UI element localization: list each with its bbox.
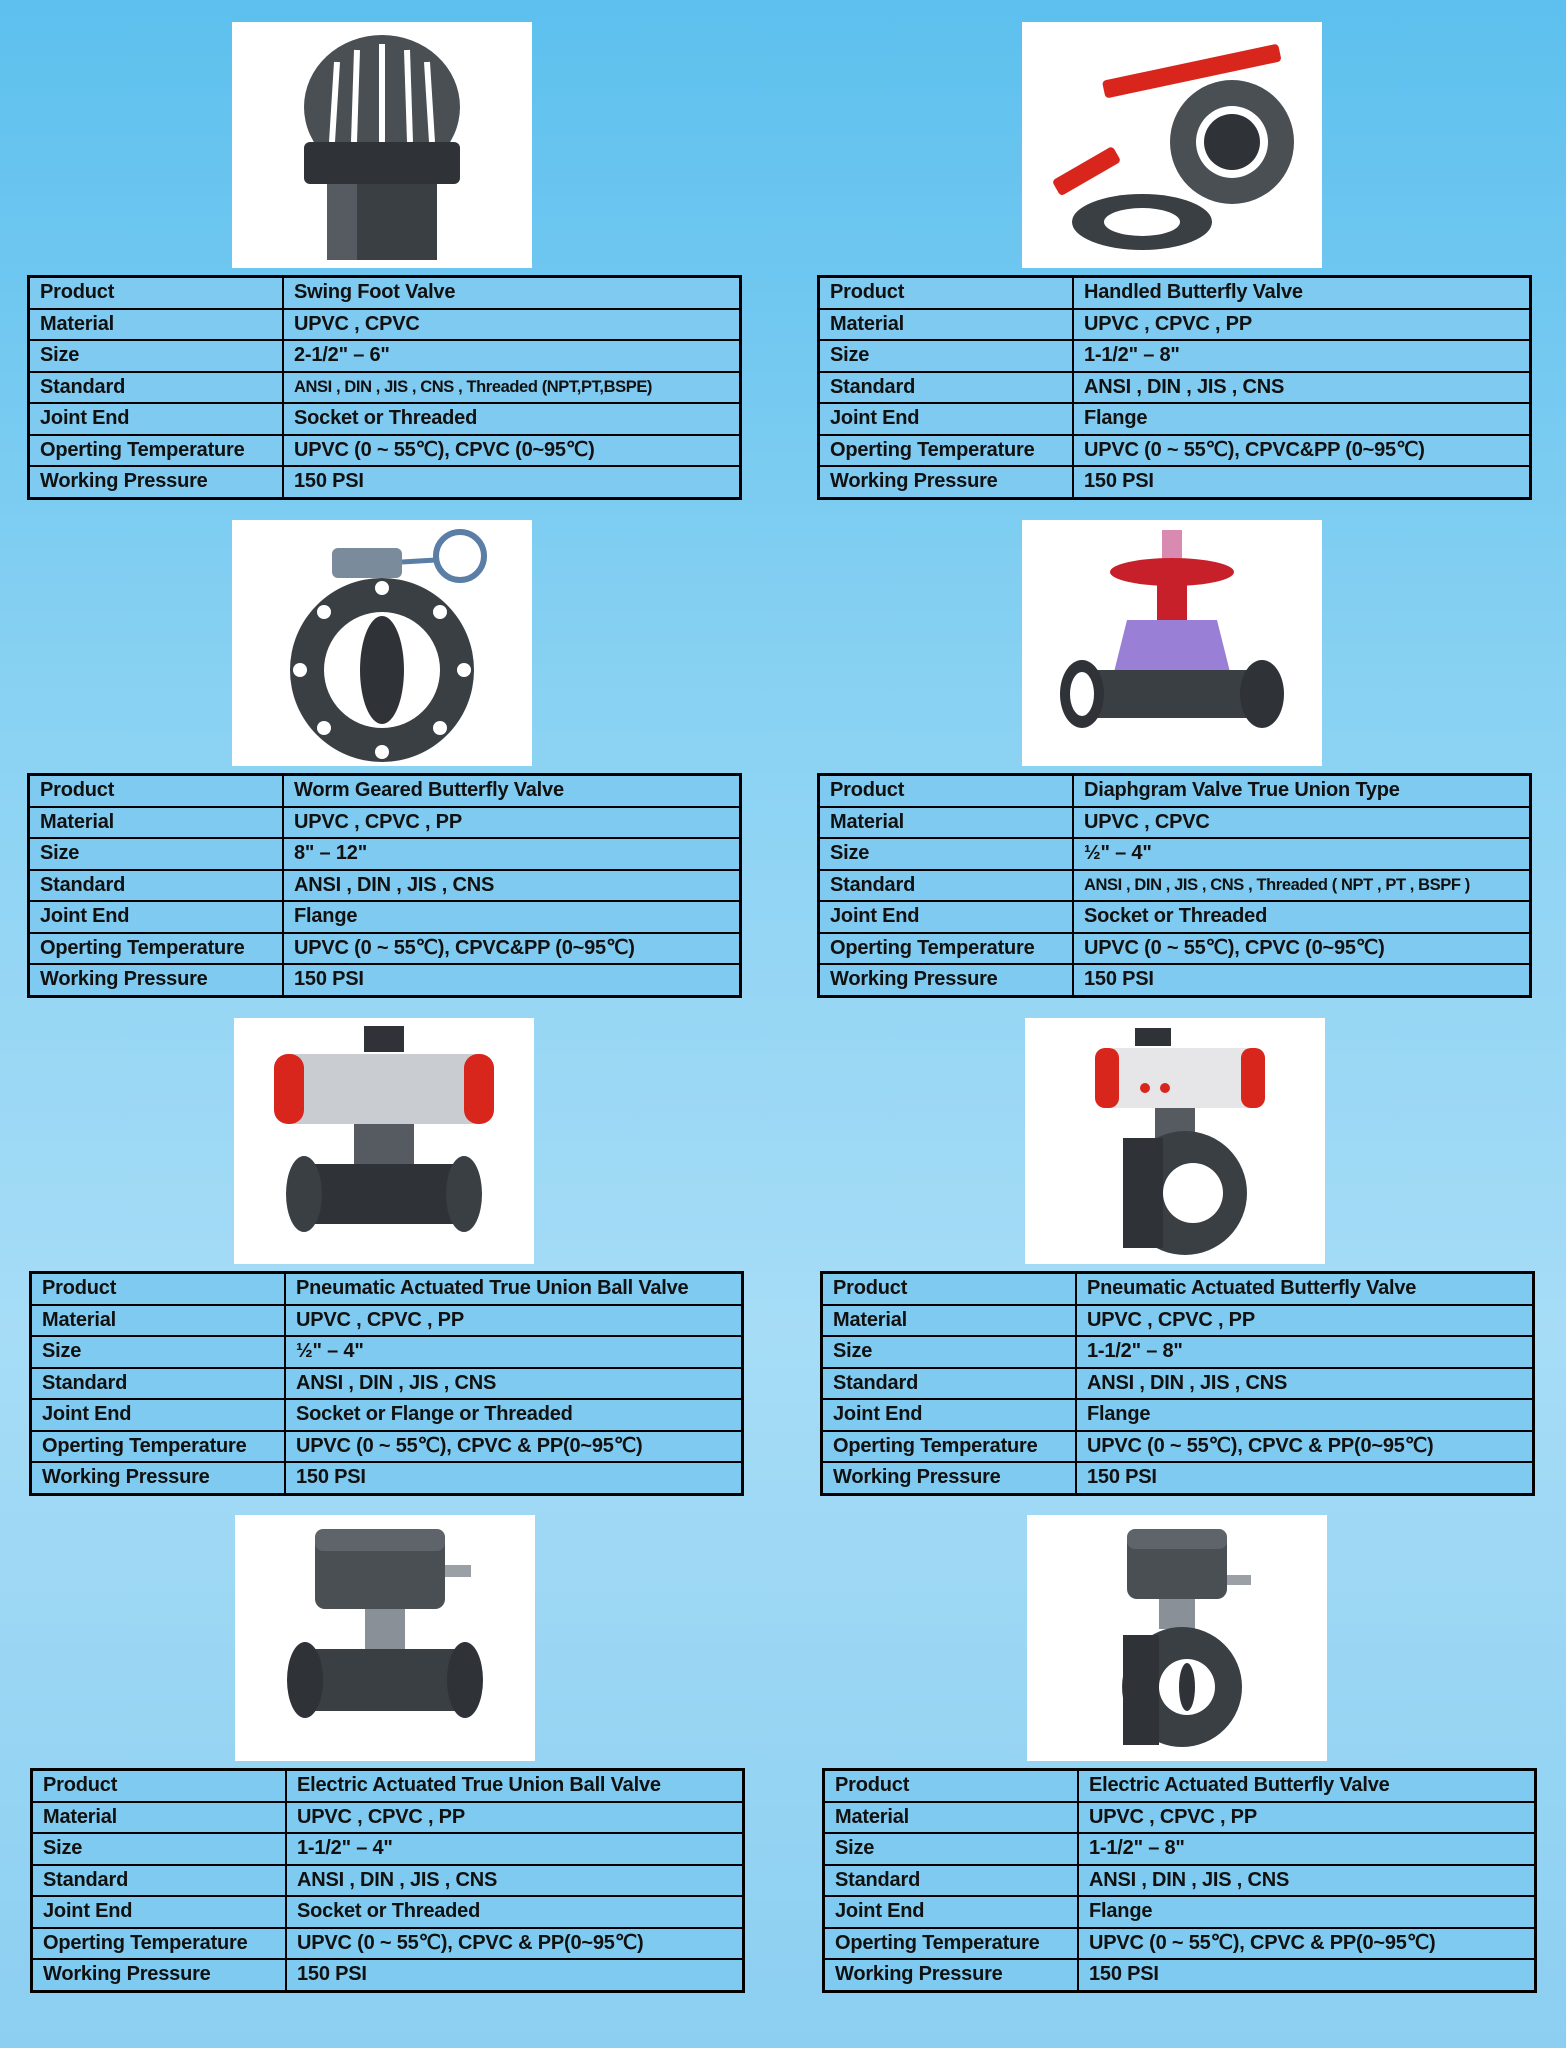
spec-table [27, 773, 742, 998]
row-material [822, 1305, 1534, 1337]
label-temperature: Operting Temperature [29, 435, 284, 467]
value-size: ½" – 4" [1073, 838, 1531, 870]
value-pressure: 150 PSI [283, 466, 741, 498]
product-photo [1022, 22, 1322, 268]
valve-card-worm-geared-butterfly [27, 520, 742, 998]
value-material: UPVC , CPVC [283, 309, 741, 341]
row-joint-end [819, 901, 1531, 933]
value-temperature: UPVC (0 ~ 55℃), CPVC & PP(0~95℃) [286, 1928, 744, 1960]
label-size: Size [819, 838, 1074, 870]
value-material: UPVC , CPVC , PP [286, 1802, 744, 1834]
row-joint-end [819, 403, 1531, 435]
value-joint-end: Flange [1073, 403, 1531, 435]
handled-butterfly-valve-photo [1022, 22, 1322, 268]
value-joint-end: Socket or Threaded [1073, 901, 1531, 933]
label-standard: Standard [819, 870, 1074, 902]
value-pressure: 150 PSI [283, 964, 741, 996]
value-product: Pneumatic Actuated True Union Ball Valve [285, 1273, 743, 1305]
row-pressure [822, 1462, 1534, 1494]
value-product: Pneumatic Actuated Butterfly Valve [1076, 1273, 1534, 1305]
value-temperature: UPVC (0 ~ 55℃), CPVC & PP(0~95℃) [1076, 1431, 1534, 1463]
value-size: 1-1/2" – 8" [1078, 1833, 1536, 1865]
value-temperature: UPVC (0 ~ 55℃), CPVC & PP(0~95℃) [285, 1431, 743, 1463]
row-temperature [29, 933, 741, 965]
value-joint-end: Flange [1076, 1399, 1534, 1431]
row-standard [29, 372, 741, 404]
value-product: Diaphgram Valve True Union Type [1073, 775, 1531, 807]
row-temperature [819, 435, 1531, 467]
spec-table [27, 275, 742, 500]
value-size: 1-1/2" – 8" [1073, 340, 1531, 372]
product-photo [232, 22, 532, 268]
label-product: Product [31, 1273, 286, 1305]
value-joint-end: Socket or Threaded [283, 403, 741, 435]
product-photo [1022, 520, 1322, 766]
label-joint-end: Joint End [824, 1896, 1079, 1928]
value-standard: ANSI , DIN , JIS , CNS , Threaded (NPT,PT,BSPE) [283, 372, 741, 404]
row-material [819, 309, 1531, 341]
value-pressure: 150 PSI [1078, 1959, 1536, 1991]
label-size: Size [31, 1336, 286, 1368]
spec-table [817, 275, 1532, 500]
valve-card-pneumatic-ball [29, 1018, 744, 1496]
label-size: Size [819, 340, 1074, 372]
product-photo [1027, 1515, 1327, 1761]
row-size [824, 1833, 1536, 1865]
label-material: Material [819, 807, 1074, 839]
label-product: Product [819, 277, 1074, 309]
valve-card-pneumatic-butterfly [820, 1018, 1535, 1496]
value-pressure: 150 PSI [1076, 1462, 1534, 1494]
valve-card-swing-foot [27, 22, 742, 500]
label-temperature: Operting Temperature [29, 933, 284, 965]
worm-geared-butterfly-valve-photo [232, 520, 532, 766]
row-joint-end [822, 1399, 1534, 1431]
label-temperature: Operting Temperature [32, 1928, 287, 1960]
value-temperature: UPVC (0 ~ 55℃), CPVC&PP (0~95℃) [283, 933, 741, 965]
row-product [824, 1770, 1536, 1802]
label-size: Size [822, 1336, 1077, 1368]
label-product: Product [822, 1273, 1077, 1305]
label-size: Size [29, 838, 284, 870]
row-material [824, 1802, 1536, 1834]
label-standard: Standard [819, 372, 1074, 404]
value-product: Handled Butterfly Valve [1073, 277, 1531, 309]
value-size: 1-1/2" – 8" [1076, 1336, 1534, 1368]
label-pressure: Working Pressure [819, 964, 1074, 996]
row-product [29, 277, 741, 309]
value-size: 2-1/2" – 6" [283, 340, 741, 372]
row-product [819, 775, 1531, 807]
value-pressure: 150 PSI [1073, 466, 1531, 498]
row-material [32, 1802, 744, 1834]
label-material: Material [31, 1305, 286, 1337]
row-size [819, 838, 1531, 870]
value-standard: ANSI , DIN , JIS , CNS [283, 870, 741, 902]
row-size [31, 1336, 743, 1368]
label-product: Product [32, 1770, 287, 1802]
label-joint-end: Joint End [819, 901, 1074, 933]
label-pressure: Working Pressure [29, 964, 284, 996]
spec-table [30, 1768, 745, 1993]
row-size [29, 838, 741, 870]
row-joint-end [824, 1896, 1536, 1928]
row-pressure [824, 1959, 1536, 1991]
label-product: Product [824, 1770, 1079, 1802]
label-pressure: Working Pressure [32, 1959, 287, 1991]
row-material [31, 1305, 743, 1337]
row-pressure [29, 466, 741, 498]
product-photo [1025, 1018, 1325, 1264]
row-product [31, 1273, 743, 1305]
label-temperature: Operting Temperature [819, 435, 1074, 467]
row-product [822, 1273, 1534, 1305]
pneumatic-butterfly-valve-photo [1025, 1018, 1325, 1264]
spec-table [817, 773, 1532, 998]
label-joint-end: Joint End [29, 403, 284, 435]
label-joint-end: Joint End [819, 403, 1074, 435]
row-temperature [822, 1431, 1534, 1463]
label-size: Size [32, 1833, 287, 1865]
label-standard: Standard [824, 1865, 1079, 1897]
value-pressure: 150 PSI [285, 1462, 743, 1494]
row-size [822, 1336, 1534, 1368]
value-product: Electric Actuated True Union Ball Valve [286, 1770, 744, 1802]
label-material: Material [822, 1305, 1077, 1337]
electric-ball-valve-photo [235, 1515, 535, 1761]
row-size [29, 340, 741, 372]
diaphragm-valve-photo [1022, 520, 1322, 766]
label-standard: Standard [32, 1865, 287, 1897]
label-size: Size [824, 1833, 1079, 1865]
row-standard [819, 870, 1531, 902]
row-standard [31, 1368, 743, 1400]
row-pressure [819, 964, 1531, 996]
value-standard: ANSI , DIN , JIS , CNS [1076, 1368, 1534, 1400]
value-material: UPVC , CPVC , PP [1078, 1802, 1536, 1834]
product-photo [232, 520, 532, 766]
label-temperature: Operting Temperature [819, 933, 1074, 965]
label-temperature: Operting Temperature [822, 1431, 1077, 1463]
product-photo [234, 1018, 534, 1264]
row-standard [32, 1865, 744, 1897]
label-material: Material [29, 807, 284, 839]
row-material [29, 807, 741, 839]
value-standard: ANSI , DIN , JIS , CNS [286, 1865, 744, 1897]
row-joint-end [32, 1896, 744, 1928]
spec-table [29, 1271, 744, 1496]
row-pressure [32, 1959, 744, 1991]
row-temperature [819, 933, 1531, 965]
label-temperature: Operting Temperature [824, 1928, 1079, 1960]
value-joint-end: Flange [1078, 1896, 1536, 1928]
value-temperature: UPVC (0 ~ 55℃), CPVC (0~95℃) [283, 435, 741, 467]
spec-table [822, 1768, 1537, 1993]
value-temperature: UPVC (0 ~ 55℃), CPVC (0~95℃) [1073, 933, 1531, 965]
label-material: Material [29, 309, 284, 341]
pneumatic-ball-valve-photo [234, 1018, 534, 1264]
row-standard [29, 870, 741, 902]
value-temperature: UPVC (0 ~ 55℃), CPVC & PP(0~95℃) [1078, 1928, 1536, 1960]
valve-card-handled-butterfly [817, 22, 1532, 500]
label-pressure: Working Pressure [31, 1462, 286, 1494]
label-pressure: Working Pressure [822, 1462, 1077, 1494]
value-material: UPVC , CPVC , PP [1073, 309, 1531, 341]
value-standard: ANSI , DIN , JIS , CNS [1078, 1865, 1536, 1897]
label-joint-end: Joint End [822, 1399, 1077, 1431]
row-temperature [31, 1431, 743, 1463]
label-joint-end: Joint End [31, 1399, 286, 1431]
label-temperature: Operting Temperature [31, 1431, 286, 1463]
valve-card-electric-butterfly [822, 1515, 1537, 1993]
label-joint-end: Joint End [29, 901, 284, 933]
row-standard [822, 1368, 1534, 1400]
label-material: Material [819, 309, 1074, 341]
row-joint-end [29, 901, 741, 933]
row-pressure [31, 1462, 743, 1494]
label-joint-end: Joint End [32, 1896, 287, 1928]
value-product: Swing Foot Valve [283, 277, 741, 309]
value-product: Electric Actuated Butterfly Valve [1078, 1770, 1536, 1802]
value-material: UPVC , CPVC , PP [1076, 1305, 1534, 1337]
value-size: ½" – 4" [285, 1336, 743, 1368]
row-size [819, 340, 1531, 372]
label-product: Product [29, 277, 284, 309]
row-standard [819, 372, 1531, 404]
label-standard: Standard [31, 1368, 286, 1400]
row-temperature [824, 1928, 1536, 1960]
label-standard: Standard [29, 870, 284, 902]
row-joint-end [31, 1399, 743, 1431]
row-pressure [29, 964, 741, 996]
value-standard: ANSI , DIN , JIS , CNS [285, 1368, 743, 1400]
row-product [29, 775, 741, 807]
row-temperature [32, 1928, 744, 1960]
label-material: Material [32, 1802, 287, 1834]
row-material [29, 309, 741, 341]
row-standard [824, 1865, 1536, 1897]
row-size [32, 1833, 744, 1865]
value-standard: ANSI , DIN , JIS , CNS [1073, 372, 1531, 404]
row-temperature [29, 435, 741, 467]
value-pressure: 150 PSI [286, 1959, 744, 1991]
row-product [819, 277, 1531, 309]
label-pressure: Working Pressure [819, 466, 1074, 498]
label-standard: Standard [822, 1368, 1077, 1400]
value-temperature: UPVC (0 ~ 55℃), CPVC&PP (0~95℃) [1073, 435, 1531, 467]
value-joint-end: Socket or Threaded [286, 1896, 744, 1928]
swing-foot-valve-photo [232, 22, 532, 268]
valve-card-electric-ball [30, 1515, 745, 1993]
label-pressure: Working Pressure [29, 466, 284, 498]
label-size: Size [29, 340, 284, 372]
product-photo [235, 1515, 535, 1761]
value-pressure: 150 PSI [1073, 964, 1531, 996]
value-material: UPVC , CPVC , PP [283, 807, 741, 839]
label-standard: Standard [29, 372, 284, 404]
value-material: UPVC , CPVC , PP [285, 1305, 743, 1337]
value-size: 8" – 12" [283, 838, 741, 870]
value-material: UPVC , CPVC [1073, 807, 1531, 839]
value-product: Worm Geared Butterfly Valve [283, 775, 741, 807]
row-pressure [819, 466, 1531, 498]
row-material [819, 807, 1531, 839]
label-material: Material [824, 1802, 1079, 1834]
valve-card-diaphragm [817, 520, 1532, 998]
value-joint-end: Flange [283, 901, 741, 933]
label-product: Product [29, 775, 284, 807]
row-joint-end [29, 403, 741, 435]
electric-butterfly-valve-photo [1027, 1515, 1327, 1761]
label-pressure: Working Pressure [824, 1959, 1079, 1991]
label-product: Product [819, 775, 1074, 807]
value-joint-end: Socket or Flange or Threaded [285, 1399, 743, 1431]
row-product [32, 1770, 744, 1802]
spec-table [820, 1271, 1535, 1496]
value-standard: ANSI , DIN , JIS , CNS , Threaded ( NPT , PT , BSPF ) [1073, 870, 1531, 902]
value-size: 1-1/2" – 4" [286, 1833, 744, 1865]
